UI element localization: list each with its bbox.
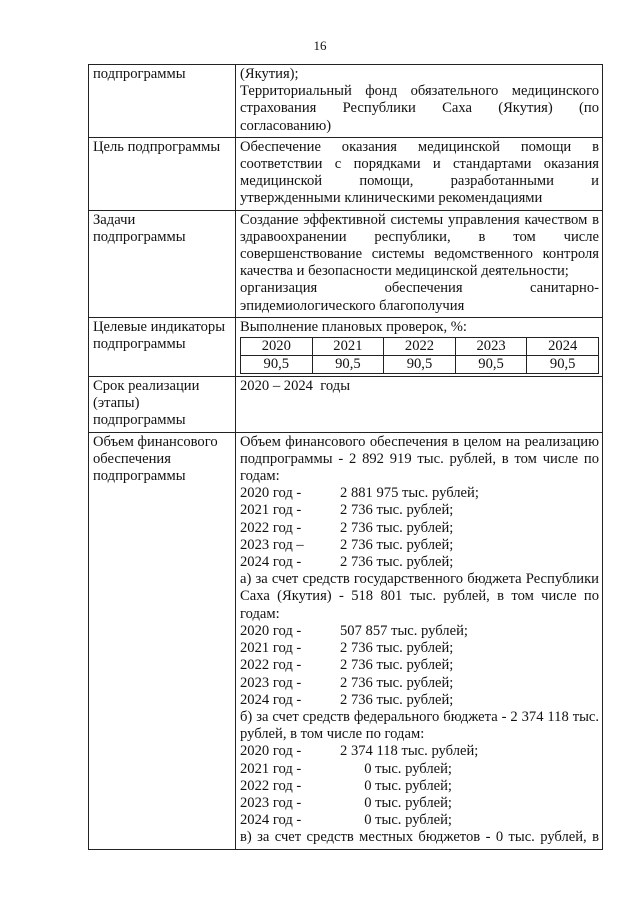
row-label: подпрограммы: [89, 65, 236, 138]
indicator-value: 90,5: [241, 356, 313, 374]
funding-federal-text: б) за счет средств федерального бюджета - 2 374 118 тыс. рублей, в том числе по годам:: [240, 708, 599, 743]
indicator-values-row: [241, 356, 599, 374]
row-label: Срок реализации (этапы) подпрограммы: [89, 377, 236, 433]
passport-table: [88, 64, 603, 850]
funding-line: 2022 год - 2 736 тыс. рублей;: [240, 519, 454, 536]
indicator-caption: Выполнение плановых проверок, %:: [240, 318, 467, 335]
funding-line: 2021 год - 0 тыс. рублей;: [240, 760, 452, 777]
row-content: [236, 432, 603, 849]
row-content: Обеспечение оказания медицинской помощи в соответствии с порядками и стандартами оказания медицинской помощи, разработанными и утвержденными клиническими рекомендациями: [236, 137, 603, 210]
funding-line: 2021 год - 2 736 тыс. рублей;: [240, 640, 454, 657]
indicator-value: 90,5: [455, 356, 527, 374]
indicator-value: 90,5: [384, 356, 456, 374]
table-row: [89, 137, 603, 210]
funding-line: 2020 год - 507 857 тыс. рублей;: [240, 622, 468, 639]
funding-line: 2020 год - 2 881 975 тыс. рублей;: [240, 485, 479, 502]
funding-line: 2023 год – 2 736 тыс. рублей;: [240, 536, 454, 553]
row-label: Задачи подпрограммы: [89, 210, 236, 317]
table-row: [89, 65, 603, 138]
funding-local-text: в) за счет средств местных бюджетов - 0 тыс. рублей, в: [240, 829, 599, 846]
indicator-year: 2023: [455, 338, 527, 356]
table-row: [89, 210, 603, 317]
table-row: [89, 432, 603, 849]
row-content: Создание эффективной системы управления качеством в здравоохранении республики, в том числе совершенствование системы ведомственного контроля качества и безопасности медицинской деятельности; организация обеспечения санитарно-эпидемиологического благополучия: [236, 210, 603, 317]
funding-line: 2024 год - 2 736 тыс. рублей;: [240, 554, 454, 571]
funding-line: 2022 год - 2 736 тыс. рублей;: [240, 657, 454, 674]
page-number: 16: [313, 38, 327, 53]
row-content: (Якутия); Территориальный фонд обязательного медицинского страхования Республики Саха (Якутия) (по согласованию): [236, 65, 603, 138]
funding-line: 2021 год - 2 736 тыс. рублей;: [240, 502, 454, 519]
funding-line: 2020 год - 2 374 118 тыс. рублей;: [240, 743, 479, 760]
table-row: [89, 317, 603, 376]
funding-line: 2022 год - 0 тыс. рублей;: [240, 777, 452, 794]
indicator-year: 2021: [312, 338, 384, 356]
indicator-years-row: [241, 338, 599, 356]
funding-state-text: а) за счет средств государственного бюджета Республики Саха (Якутия) - 518 801 тыс. рублей, в том числе по годам:: [240, 571, 599, 622]
row-content: [236, 317, 603, 376]
indicator-year: 2022: [384, 338, 456, 356]
indicator-value: 90,5: [527, 356, 599, 374]
row-label: Объем финансового обеспечения подпрограммы: [89, 432, 236, 849]
indicator-year: 2024: [527, 338, 599, 356]
table-row: [89, 377, 603, 433]
funding-total-text: Объем финансового обеспечения в целом на реализацию подпрограммы - 2 892 919 тыс. рублей, в том числе по годам:: [240, 433, 599, 485]
funding-line: 2023 год - 0 тыс. рублей;: [240, 794, 452, 811]
indicator-value: 90,5: [312, 356, 384, 374]
row-content: 2020 – 2024 годы: [236, 377, 603, 433]
row-label: Целевые индикаторы подпрограммы: [89, 317, 236, 376]
row-label: Цель подпрограммы: [89, 137, 236, 210]
indicator-year: 2020: [241, 338, 313, 356]
indicator-table: [240, 337, 599, 374]
funding-line: 2024 год - 0 тыс. рублей;: [240, 812, 452, 829]
funding-line: 2024 год - 2 736 тыс. рублей;: [240, 691, 454, 708]
funding-line: 2023 год - 2 736 тыс. рублей;: [240, 674, 454, 691]
